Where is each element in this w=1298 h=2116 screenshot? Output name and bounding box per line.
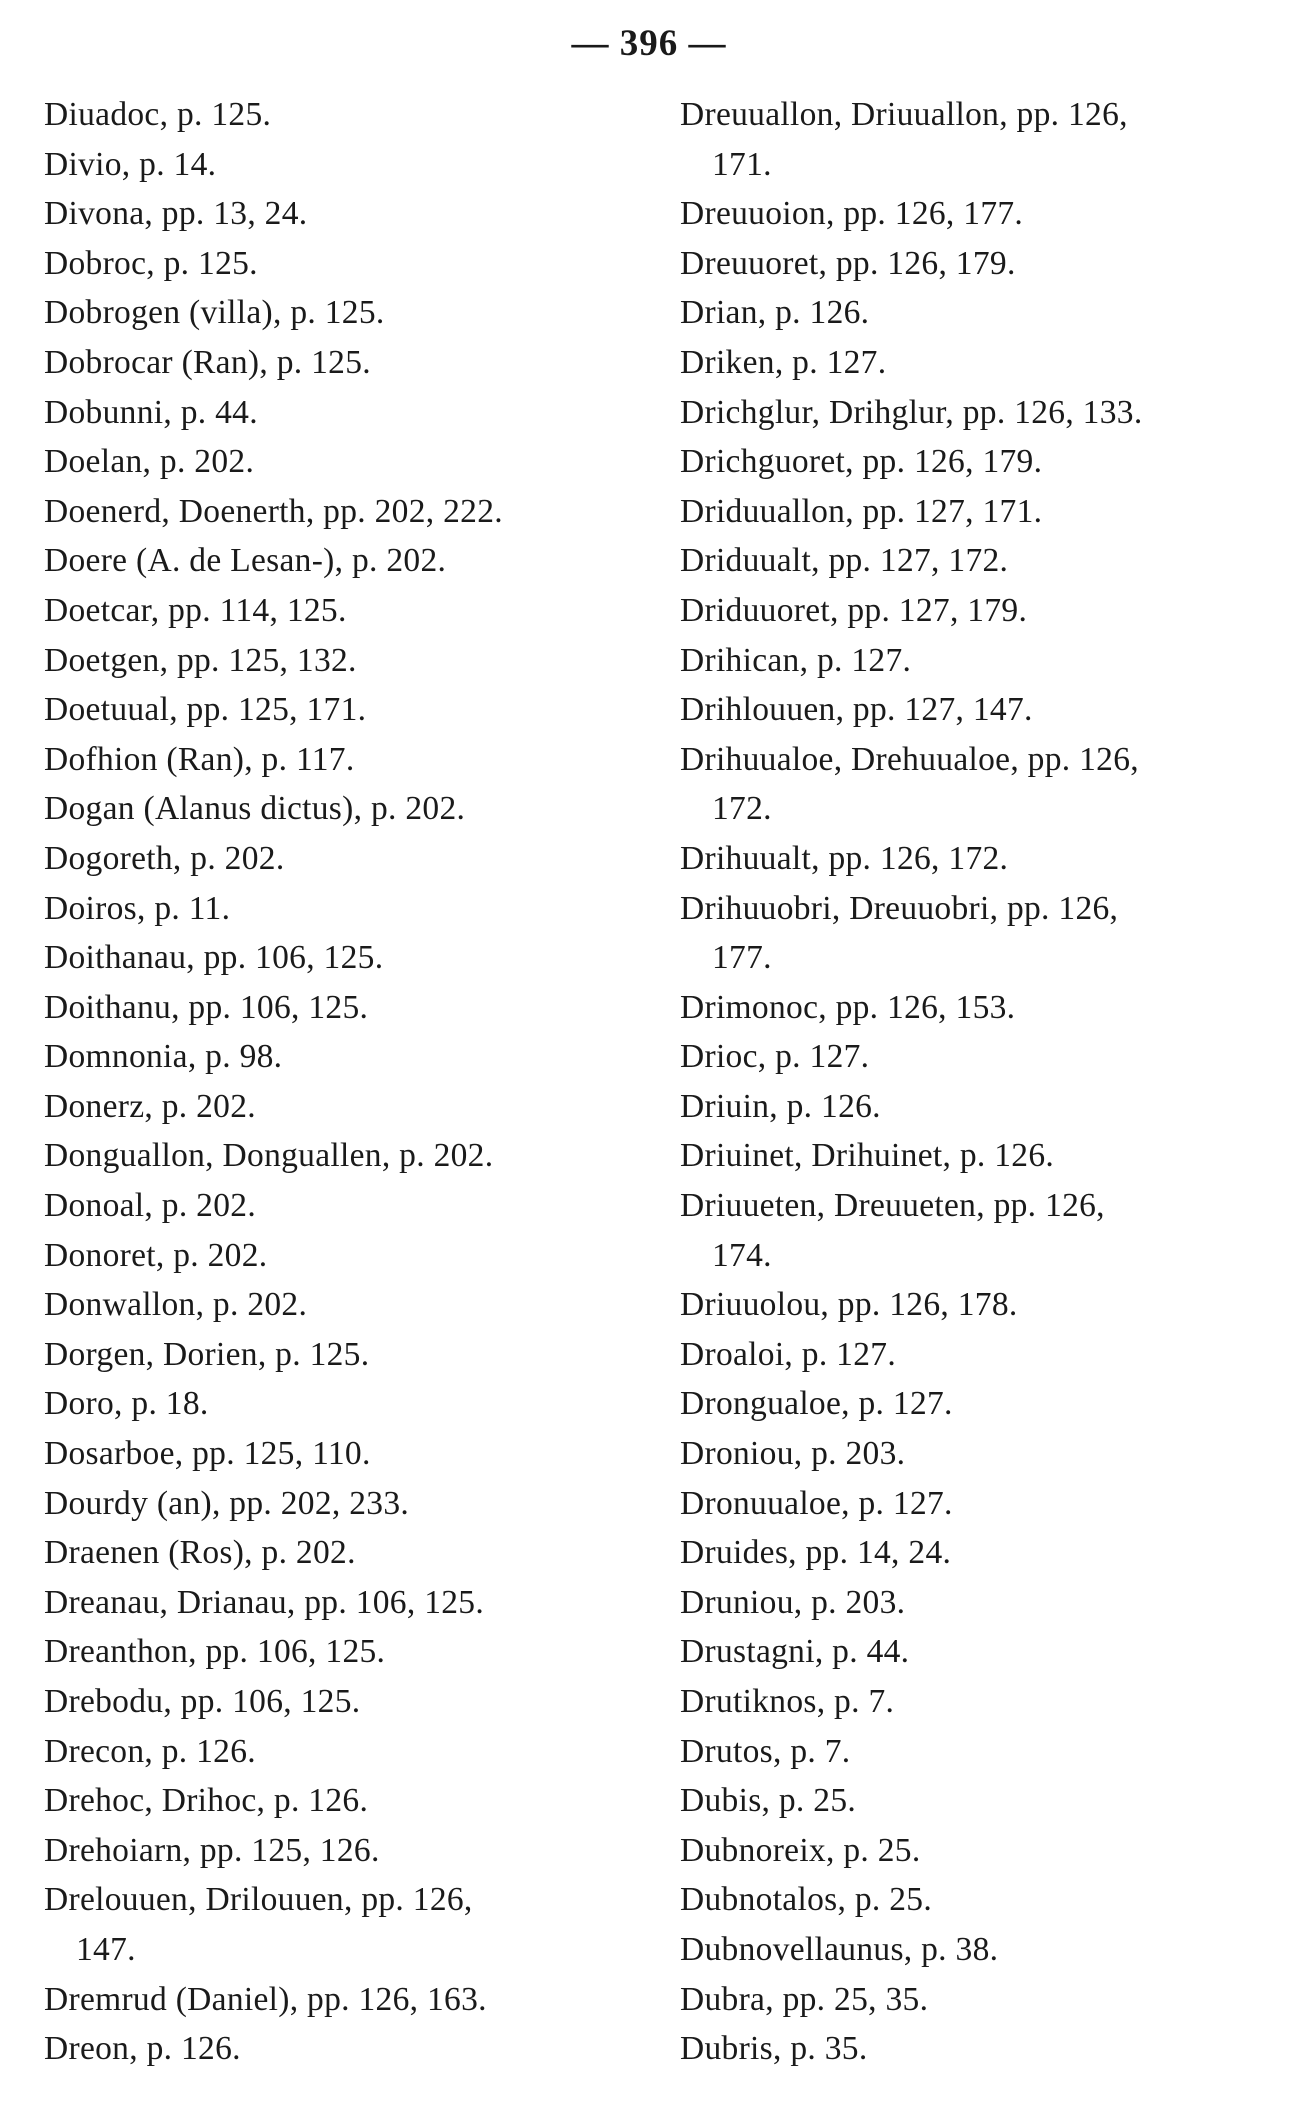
- index-entry: [680, 2024, 1280, 2074]
- index-entry-text: Dronuualoe, p. 127.: [680, 1484, 953, 1522]
- index-entry-text: Drian, p. 126.: [680, 294, 870, 332]
- index-entry-text: Drehoc, Drihoc, p. 126.: [44, 1782, 369, 1820]
- index-entry: [680, 636, 1280, 686]
- index-entry: [680, 1826, 1280, 1876]
- index-entry-text: Donoret, p. 202.: [44, 1236, 268, 1274]
- index-entry-text: Drichglur, Drihglur, pp. 126, 133.: [680, 393, 1143, 431]
- index-entry-text: Dreuuallon, Driuuallon, pp. 126,: [680, 96, 1128, 133]
- index-entry-text: Droaloi, p. 127.: [680, 1335, 897, 1373]
- index-entry: [44, 536, 624, 586]
- index-entry-text: Donguallon, Donguallen, p. 202.: [44, 1137, 494, 1175]
- index-entry-text: Divona, pp. 13, 24.: [44, 195, 308, 233]
- index-entry: [44, 1677, 624, 1727]
- index-entry-text: Doere (A. de Lesan-), p. 202.: [44, 542, 447, 580]
- index-entry: [44, 1082, 624, 1132]
- index-entry-continuation: 171.: [712, 145, 772, 183]
- index-entry: [680, 239, 1280, 289]
- index-entry: [680, 536, 1280, 586]
- index-entry-text: Draenen (Ros), p. 202.: [44, 1534, 356, 1572]
- index-entry-text: Dogan (Alanus dictus), p. 202.: [44, 790, 466, 828]
- index-entry: [680, 288, 1280, 338]
- index-entry-text: Drihuuobri, Dreuuobri, pp. 126,: [680, 889, 1119, 927]
- index-entry: [44, 1280, 624, 1330]
- index-entry: [680, 983, 1280, 1033]
- index-entry-text: Droniou, p. 203.: [680, 1435, 906, 1473]
- index-entry: [44, 983, 624, 1033]
- index-entry: [44, 90, 624, 140]
- index-entry-text: Dubnotalos, p. 25.: [680, 1881, 932, 1919]
- index-entry: [44, 1429, 624, 1479]
- index-entry: [680, 1677, 1280, 1727]
- index-entry: [680, 1776, 1280, 1826]
- index-entry-text: Doetgen, pp. 125, 132.: [44, 641, 357, 679]
- index-entry-continuation: 147.: [76, 1930, 136, 1968]
- index-entry: [680, 338, 1280, 388]
- right-column: [680, 90, 1280, 2074]
- index-entry-text: Drihuualt, pp. 126, 172.: [680, 839, 1009, 877]
- index-entry-text: Doro, p. 18.: [44, 1385, 209, 1423]
- index-entry: [44, 685, 624, 735]
- index-entry: [680, 1975, 1280, 2025]
- index-entry: [680, 1925, 1280, 1975]
- index-entry: [680, 1330, 1280, 1380]
- index-entry-text: Domnonia, p. 98.: [44, 1038, 283, 1076]
- index-entry-text: Dreuuoion, pp. 126, 177.: [680, 195, 1024, 233]
- index-entry-text: Druniou, p. 203.: [680, 1583, 906, 1621]
- index-entry: [44, 1479, 624, 1529]
- index-entry-text: Dobrocar (Ran), p. 125.: [44, 343, 371, 381]
- index-entry: [680, 1727, 1280, 1777]
- index-entry: [680, 1627, 1280, 1677]
- index-entry: [44, 437, 624, 487]
- index-entry-text: Drelouuen, Drilouuen, pp. 126,: [44, 1881, 473, 1919]
- index-entry-text: Dorgen, Dorien, p. 125.: [44, 1335, 370, 1373]
- index-entry-text: Donerz, p. 202.: [44, 1087, 256, 1125]
- index-entry: [680, 834, 1280, 884]
- index-entry-text: Dourdy (an), pp. 202, 233.: [44, 1484, 410, 1522]
- index-entry: [680, 388, 1280, 438]
- index-entry: [44, 1776, 624, 1826]
- index-entry-text: Dreon, p. 126.: [44, 2030, 241, 2068]
- index-entry-text: Drimonoc, pp. 126, 153.: [680, 988, 1016, 1026]
- index-entry-text: Dubnovellaunus, p. 38.: [680, 1930, 999, 1968]
- index-entry: [680, 1032, 1280, 1082]
- index-entry-text: Drihican, p. 127.: [680, 641, 912, 679]
- index-entry-text: Dreanau, Drianau, pp. 106, 125.: [44, 1583, 485, 1621]
- index-entry: [680, 1578, 1280, 1628]
- index-entry-text: Drebodu, pp. 106, 125.: [44, 1683, 361, 1720]
- index-entry: [680, 90, 1280, 189]
- index-entry: [44, 884, 624, 934]
- index-entry-text: Dobroc, p. 125.: [44, 244, 258, 282]
- index-entry: [680, 189, 1280, 239]
- left-column: [44, 90, 624, 2074]
- index-entry: [44, 1032, 624, 1082]
- index-entry-text: Drecon, p. 126.: [44, 1732, 256, 1770]
- index-entry: [44, 239, 624, 289]
- index-entry-text: Dobunni, p. 44.: [44, 393, 258, 431]
- index-entry: [680, 1181, 1280, 1280]
- index-entry: [44, 784, 624, 834]
- index-entry-continuation: 174.: [712, 1236, 772, 1274]
- index-entry-text: Dogoreth, p. 202.: [44, 839, 285, 877]
- index-entry: [44, 1231, 624, 1281]
- index-entry: [44, 1330, 624, 1380]
- index-entry-text: Drihlouuen, pp. 127, 147.: [680, 691, 1033, 729]
- index-entry-text: Dubnoreix, p. 25.: [680, 1831, 921, 1869]
- index-entry: [44, 834, 624, 884]
- index-entry: [44, 2024, 624, 2074]
- index-entry: [44, 1578, 624, 1628]
- index-entry: [44, 1875, 624, 1974]
- index-entry: [44, 586, 624, 636]
- index-entry-text: Drichguoret, pp. 126, 179.: [680, 443, 1043, 481]
- index-entry-text: Driuuolou, pp. 126, 178.: [680, 1286, 1018, 1324]
- index-entry: [44, 1528, 624, 1578]
- index-entry-text: Drehoiarn, pp. 125, 126.: [44, 1831, 380, 1869]
- index-entry: [680, 1479, 1280, 1529]
- index-entry-text: Doetuual, pp. 125, 171.: [44, 691, 367, 729]
- index-entry: [44, 1379, 624, 1429]
- index-entry-text: Donoal, p. 202.: [44, 1187, 256, 1225]
- index-entry-text: Driuueten, Dreuueten, pp. 126,: [680, 1187, 1105, 1225]
- index-entry: [44, 338, 624, 388]
- index-entry-text: Drioc, p. 127.: [680, 1038, 870, 1076]
- index-entry: [680, 586, 1280, 636]
- index-entry-text: Doiros, p. 11.: [44, 889, 231, 927]
- index-entry: [680, 437, 1280, 487]
- index-entry-text: Dofhion (Ran), p. 117.: [44, 740, 355, 778]
- index-entry-text: Dubra, pp. 25, 35.: [680, 1980, 929, 2018]
- index-entry: [44, 636, 624, 686]
- index-entry-text: Drihuualoe, Drehuualoe, pp. 126,: [680, 740, 1139, 778]
- index-entry-text: Doelan, p. 202.: [44, 443, 255, 481]
- index-entry: [680, 1528, 1280, 1578]
- index-entry: [44, 140, 624, 190]
- index-entry: [44, 288, 624, 338]
- index-entry-text: Doithanu, pp. 106, 125.: [44, 988, 369, 1026]
- index-entry-text: Dosarboe, pp. 125, 110.: [44, 1435, 371, 1473]
- index-entry-text: Drongualoe, p. 127.: [680, 1385, 953, 1423]
- index-entry-text: Drutiknos, p. 7.: [680, 1683, 895, 1720]
- index-entry: [680, 1875, 1280, 1925]
- index-entry: [680, 1280, 1280, 1330]
- index-entry-text: Druides, pp. 14, 24.: [680, 1534, 952, 1572]
- index-entry-text: Divio, p. 14.: [44, 145, 217, 183]
- index-entry: [680, 1082, 1280, 1132]
- index-entry: [44, 1826, 624, 1876]
- index-entry-text: Doetcar, pp. 114, 125.: [44, 591, 347, 629]
- index-entry: [44, 1975, 624, 2025]
- index-entry-text: Dreanthon, pp. 106, 125.: [44, 1633, 386, 1671]
- index-entry: [680, 735, 1280, 834]
- index-entry-text: Drustagni, p. 44.: [680, 1633, 910, 1671]
- index-entry-text: Driduuoret, pp. 127, 179.: [680, 591, 1028, 629]
- index-entry-text: Donwallon, p. 202.: [44, 1286, 308, 1324]
- index-entry-text: Driken, p. 127.: [680, 343, 887, 381]
- index-entry-text: Driuinet, Drihuinet, p. 126.: [680, 1137, 1055, 1175]
- index-entry: [44, 189, 624, 239]
- index-entry: [44, 487, 624, 537]
- index-entry: [44, 1727, 624, 1777]
- index-entry-text: Doithanau, pp. 106, 125.: [44, 939, 384, 977]
- index-entry-text: Driduuallon, pp. 127, 171.: [680, 492, 1043, 530]
- index-entry-text: Driduualt, pp. 127, 172.: [680, 542, 1009, 580]
- index-entry: [680, 1429, 1280, 1479]
- index-entry: [680, 685, 1280, 735]
- index-entry-continuation: 177.: [712, 939, 772, 977]
- index-entry: [44, 735, 624, 785]
- index-entry: [44, 1181, 624, 1231]
- index-entry-text: Dubis, p. 25.: [680, 1782, 857, 1820]
- index-entry: [680, 884, 1280, 983]
- index-entry: [680, 487, 1280, 537]
- index-entry: [44, 1131, 624, 1181]
- index-entry-text: Driuin, p. 126.: [680, 1087, 881, 1125]
- index-entry-continuation: 172.: [712, 790, 772, 828]
- index-entry-text: Dreuuoret, pp. 126, 179.: [680, 244, 1016, 282]
- index-entry: [680, 1131, 1280, 1181]
- index-entry: [44, 1627, 624, 1677]
- index-entry-text: Doenerd, Doenerth, pp. 202, 222.: [44, 492, 503, 530]
- page-number: — 396 —: [571, 23, 727, 64]
- index-entry-text: Dubris, p. 35.: [680, 2030, 868, 2068]
- index-entry: [680, 1379, 1280, 1429]
- index-entry-text: Dobrogen (villa), p. 125.: [44, 294, 385, 332]
- index-entry: [44, 388, 624, 438]
- index-entry-text: Diuadoc, p. 125.: [44, 96, 272, 133]
- index-entry-text: Dremrud (Daniel), pp. 126, 163.: [44, 1980, 487, 2018]
- index-entry-text: Drutos, p. 7.: [680, 1732, 851, 1770]
- index-entry: [44, 933, 624, 983]
